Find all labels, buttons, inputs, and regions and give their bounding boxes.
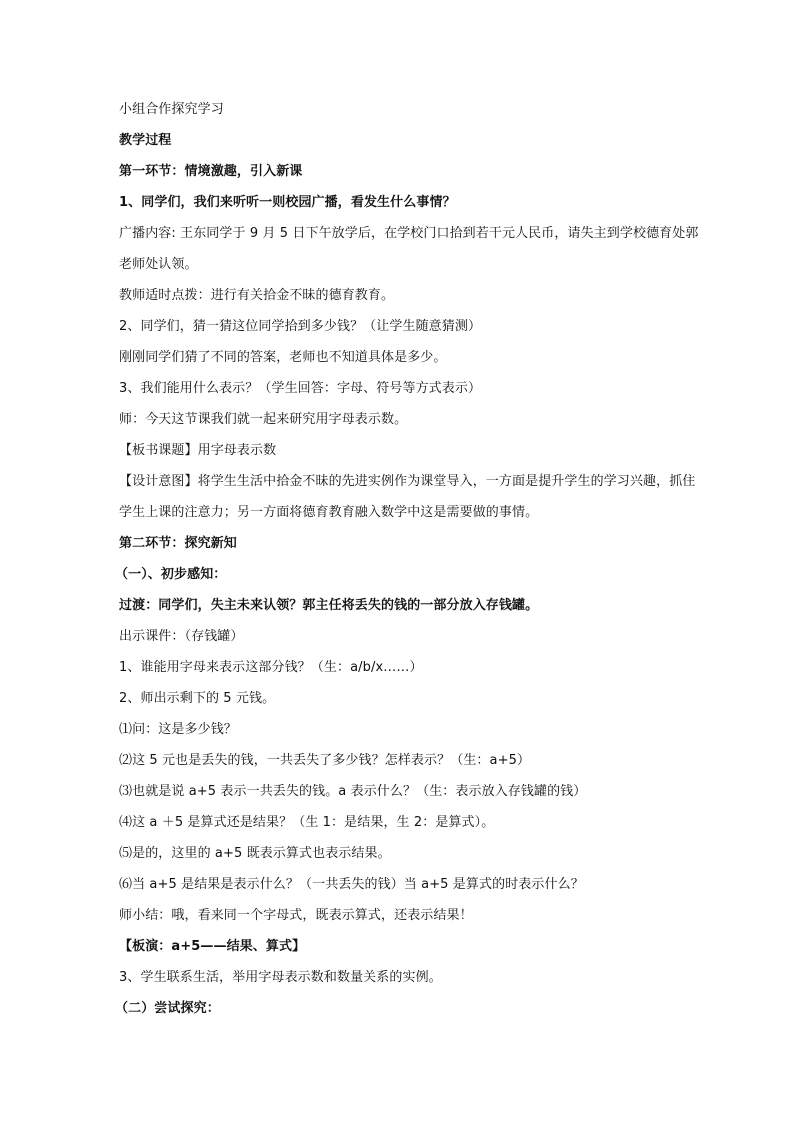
courseware-note: 出示课件：（存钱罐） — [119, 629, 244, 644]
teacher-note: 刚刚同学们猜了不同的答案，老师也不知道具体是多少。 — [119, 350, 447, 365]
design-intent: 【设计意图】将学生生活中拾金不昧的先进实例作为课堂导入，一方面是提升学生的学习兴趣，抓住学生上课的注意力；另一方面将德育教育融入数学中这是需要做的事情。 — [119, 474, 696, 520]
sub-question-3: ⑶也就是说 a+5 表示一共丢失的钱。a 表示什么？（生：表示放入存钱罐的钱） — [119, 784, 587, 799]
question-2: 2、同学们，猜一猜这位同学拾到多少钱？（让学生随意猜测） — [119, 319, 482, 334]
sub-question-2: ⑵这 5 元也是丢失的钱，一共丢失了多少钱？怎样表示？（生：a+5） — [119, 753, 531, 768]
teacher-guidance: 教师适时点拨：进行有关拾金不昧的德育教育。 — [119, 288, 395, 303]
sub-question-4: ⑷这 a ＋5 是算式还是结果？（生 1：是结果，生 2：是算式）。 — [119, 815, 495, 830]
question-1: 1、同学们，我们来听听一则校园广播，看发生什么事情？ — [119, 195, 456, 210]
stage-one-title: 第一环节：情境激趣，引入新课 — [119, 164, 303, 179]
section-heading: 小组合作探究学习 — [119, 102, 224, 117]
step-1: 1、谁能用字母来表示这部分钱？（生：a/b/x……） — [119, 660, 423, 675]
broadcast-content: 广播内容: 王东同学于 9 月 5 日下午放学后，在学校门口拾到若干元人民币，请失主到学校德育处郭老师处认领。 — [119, 226, 699, 272]
transition-text: 过渡：同学们，失主未来认领？郭主任将丢失的钱的一部分放入存钱罐。 — [119, 598, 539, 613]
teacher-summary: 师小结：哦，看来同一个字母式，既表示算式，还表示结果！ — [119, 908, 473, 923]
subsection-1-title: （一）、初步感知： — [115, 567, 227, 582]
teacher-intro: 师：今天这节课我们就一起来研究用字母表示数。 — [119, 412, 408, 427]
sub-question-6: ⑹当 a+5 是结果是表示什么？（一共丢失的钱）当 a+5 是算式的时表示什么？ — [119, 877, 584, 892]
sub-question-1: ⑴问：这是多少钱？ — [119, 722, 237, 737]
step-3: 3、学生联系生活，举用字母表示数和数量关系的实例。 — [119, 970, 442, 985]
stage-two-title: 第二环节：探究新知 — [119, 536, 237, 551]
question-3: 3、我们能用什么表示？（学生回答：字母、符号等方式表示） — [119, 381, 482, 396]
board-demo: 【板演：a+5——结果、算式】 — [119, 939, 306, 954]
sub-question-5: ⑸是的，这里的 a+5 既表示算式也表示结果。 — [119, 846, 391, 861]
step-2: 2、师出示剩下的 5 元钱。 — [119, 691, 276, 706]
teaching-process-title: 教学过程 — [119, 133, 172, 148]
board-title: 【板书课题】用字母表示数 — [119, 443, 277, 458]
document-body — [115, 100, 699, 1030]
subsection-2-title: （二）尝试探究： — [115, 1001, 220, 1016]
